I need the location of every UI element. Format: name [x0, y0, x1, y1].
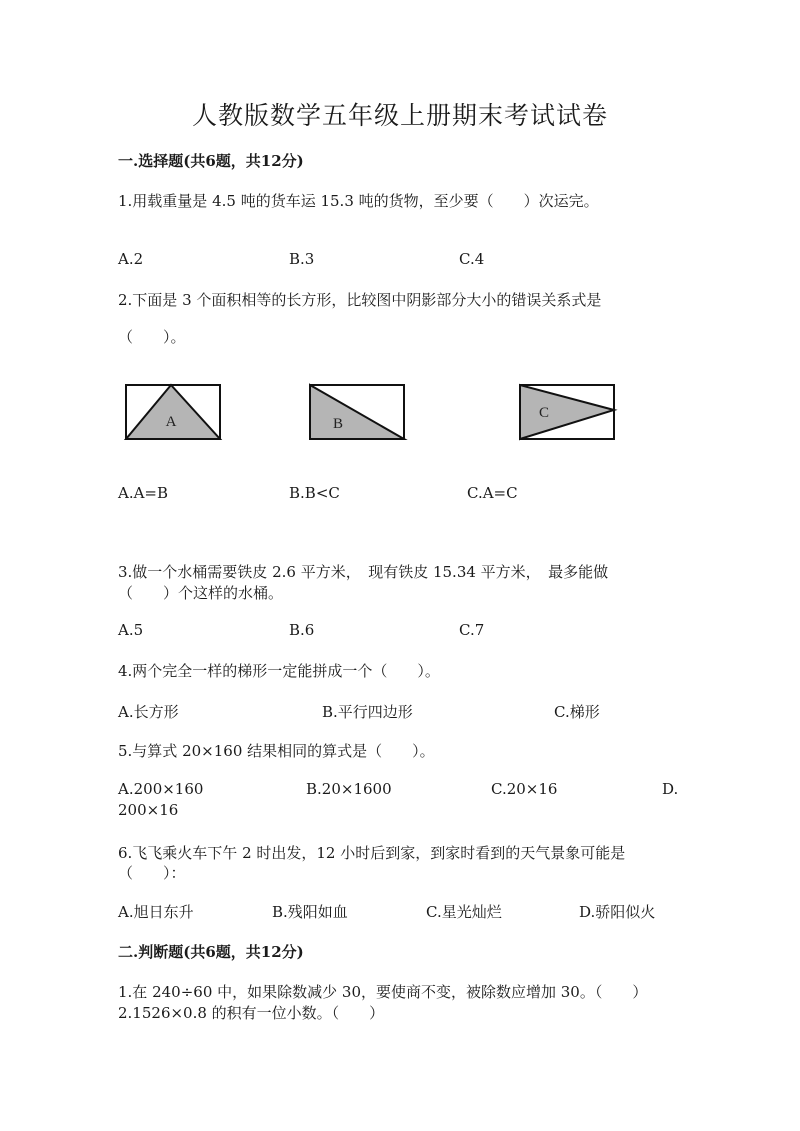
q1-option-c[interactable]: C.4 [459, 250, 485, 268]
q5-option-a[interactable]: A.200×160 [118, 780, 204, 798]
question-1-text: 1.用载重量是 4.5 吨的货车运 15.3 吨的货物，至少要（ ）次运完。 [118, 192, 599, 210]
q6-option-d[interactable]: D.骄阳似火 [579, 903, 656, 921]
q2-option-a[interactable]: A.A=B [118, 484, 169, 502]
q4-option-a[interactable]: A.长方形 [118, 703, 179, 721]
q1-option-a[interactable]: A.2 [118, 250, 144, 268]
q3-option-a[interactable]: A.5 [118, 621, 144, 639]
q5-option-b[interactable]: B.20×1600 [306, 780, 392, 798]
q6-option-c[interactable]: C.星光灿烂 [426, 903, 502, 921]
figure-rectangle-c [518, 383, 618, 441]
figure-rectangle-b [308, 383, 408, 441]
figure-label-b: B [332, 416, 344, 432]
q1-option-b[interactable]: B.3 [289, 250, 315, 268]
q5-option-d[interactable]: D. [662, 780, 679, 798]
q3-option-b[interactable]: B.6 [289, 621, 315, 639]
q2-option-b[interactable]: B.B<C [289, 484, 340, 502]
question-5-text: 5.与算式 20×160 结果相同的算式是（ ）。 [118, 742, 435, 760]
question-3-text-cont: （ ）个这样的水桶。 [118, 584, 284, 602]
q6-option-a[interactable]: A.旭日东升 [118, 903, 194, 921]
q4-option-c[interactable]: C.梯形 [554, 703, 600, 721]
figure-rectangle-a [124, 383, 224, 441]
q5-option-d-value[interactable]: 200×16 [118, 801, 179, 819]
question-6-text-cont: （ ）： [118, 864, 186, 882]
q5-option-c[interactable]: C.20×16 [491, 780, 558, 798]
q3-option-c[interactable]: C.7 [459, 621, 485, 639]
page-title: 人教版数学五年级上册期末考试试卷 [191, 101, 608, 130]
question-2-text-cont: （ ）。 [118, 328, 186, 346]
q2-option-c[interactable]: C.A=C [467, 484, 518, 502]
section-heading-choice: 一.选择题(共6题，共12分) [118, 152, 304, 170]
figure-label-a: A [165, 414, 177, 430]
question-3-text: 3.做一个水桶需要铁皮 2.6 平方米， 现有铁皮 15.34 平方米， 最多能做 [118, 563, 609, 581]
figure-label-c: C [538, 405, 550, 421]
question-4-text: 4.两个完全一样的梯形一定能拼成一个（ ）。 [118, 662, 440, 680]
q4-option-b[interactable]: B.平行四边形 [322, 703, 413, 721]
judgment-1-text: 1.在 240÷60 中，如果除数减少 30，要使商不变，被除数应增加 30。（ ） [118, 983, 648, 1001]
judgment-2-text: 2.1526×0.8 的积有一位小数。（ ） [118, 1004, 385, 1022]
question-2-text: 2.下面是 3 个面积相等的长方形，比较图中阴影部分大小的错误关系式是 [118, 291, 602, 309]
section-heading-judgment: 二.判断题(共6题，共12分) [118, 943, 304, 961]
q6-option-b[interactable]: B.残阳如血 [272, 903, 348, 921]
question-6-text: 6.飞飞乘火车下午 2 时出发，12 小时后到家，到家时看到的天气景象可能是 [118, 844, 626, 862]
